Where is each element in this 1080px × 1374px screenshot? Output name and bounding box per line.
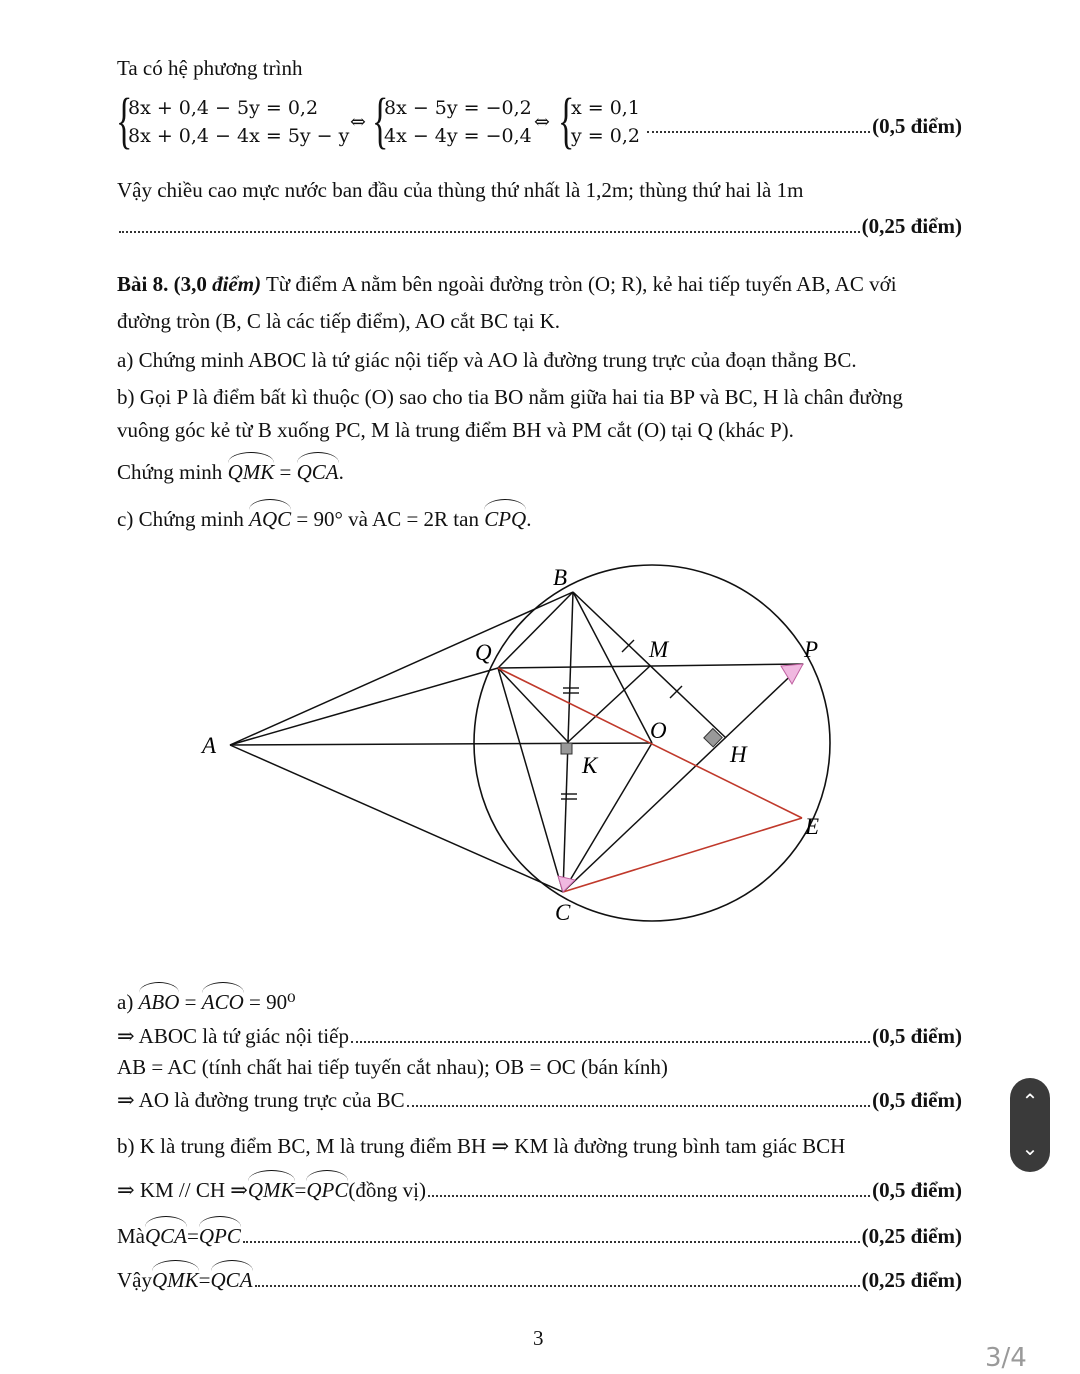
angle-arc: QMK	[227, 460, 275, 484]
label-p: P	[804, 637, 819, 662]
leader-dots	[351, 1041, 870, 1043]
equiv-1: ⇔	[350, 111, 366, 133]
problem-part-b-2: vuông góc kẻ từ B xuống PC, M là trung điểm BH và PM cắt (O) tại Q (khác P).	[117, 418, 794, 442]
segment-co	[563, 743, 652, 892]
label-e: E	[805, 814, 820, 839]
text: (đồng vị)	[348, 1178, 426, 1202]
points-badge: (0,25 điểm)	[861, 214, 962, 238]
angle-arc: CPQ	[484, 507, 527, 531]
leader-dots	[255, 1285, 860, 1287]
segment-pq	[498, 664, 803, 668]
system-1-eq-a: 8x + 0,4 − 5y = 0,2	[128, 97, 319, 119]
text: a)	[117, 990, 139, 1014]
text: ⇒ AO là đường trung trực của BC	[117, 1088, 405, 1112]
segment-bq	[498, 592, 573, 668]
angle-arc: AQC	[249, 507, 292, 531]
segment-ce	[563, 818, 802, 892]
problem-part-b-1: b) Gọi P là điểm bất kì thuộc (O) sao cho tia BO nằm giữa hai tia BP và BC, H là chân đường	[117, 385, 903, 409]
tangent-ab	[230, 592, 573, 745]
solution-b-4	[117, 1268, 962, 1293]
label-h: H	[730, 742, 747, 767]
problem-line-2: đường tròn (B, C là các tiếp điểm), AO cắt BC tại K.	[117, 309, 560, 333]
label-c: C	[555, 900, 571, 925]
text: =	[187, 1224, 199, 1248]
solution-b-2	[117, 1178, 962, 1203]
leader-dots	[428, 1195, 870, 1197]
text: =	[274, 460, 297, 484]
system-1-eq-b: 8x + 0,4 − 4x = 5y − y	[128, 125, 350, 147]
problem-label-em: điểm)	[212, 272, 262, 296]
intro-text: Ta có hệ phương trình	[117, 56, 303, 80]
system-3-eq-b: y = 0,2	[571, 125, 640, 147]
solution-a-3: AB = AC (tính chất hai tiếp tuyến cắt nhau); OB = OC (bán kính)	[117, 1055, 668, 1079]
angle-arc: QCA	[145, 1224, 187, 1248]
points-badge: (0,5 điểm)	[872, 1088, 962, 1112]
angle-arc: ACO	[201, 990, 244, 1014]
label-b: B	[553, 565, 568, 590]
leader-dots	[407, 1105, 870, 1107]
angle-arc: QCA	[210, 1268, 253, 1292]
text: =	[198, 1268, 211, 1292]
label-q: Q	[475, 640, 492, 665]
points-badge: (0,5 điểm)	[872, 1178, 962, 1202]
page-nav-control	[1010, 1078, 1050, 1172]
problem-text: Từ điểm A nằm bên ngoài đường tròn (O; R), kẻ hai tiếp tuyến AB, AC với	[261, 272, 897, 296]
text: c) Chứng minh	[117, 507, 250, 531]
text: ⇒ ABOC là tứ giác nội tiếp	[117, 1024, 349, 1048]
angle-arc: QPC	[198, 1224, 241, 1248]
label-k: K	[582, 753, 598, 778]
chevron-up-icon[interactable]: ⌃	[1021, 1089, 1039, 1113]
solution-a-1	[117, 990, 296, 1015]
text: .	[338, 460, 344, 484]
tick-mh	[670, 686, 682, 698]
page-number: 3	[533, 1326, 544, 1350]
text: Vậy	[117, 1268, 152, 1292]
segment-km	[568, 666, 650, 742]
segment-pc	[563, 664, 803, 892]
text: Mà	[117, 1224, 145, 1248]
points-badge: (0,25 điểm)	[861, 1268, 962, 1292]
solution-b-1: b) K là trung điểm BC, M là trung điểm BH ⇒ KM là đường trung bình tam giác BCH	[117, 1134, 846, 1158]
tick-bm	[622, 640, 634, 652]
leader-dots	[243, 1241, 860, 1243]
solution-b-3	[117, 1224, 962, 1249]
points-badge: (0,5 điểm)	[872, 1024, 962, 1048]
problem-part-a: a) Chứng minh ABOC là tứ giác nội tiếp và AO là đường trung trực của đoạn thẳng BC.	[117, 348, 857, 372]
angle-arc: QMK	[247, 1178, 295, 1202]
label-m: M	[649, 637, 669, 662]
text: .	[526, 507, 532, 531]
points-badge: (0,25 điểm)	[861, 1224, 962, 1248]
page-indicator: 3/4	[985, 1343, 1027, 1373]
line-ao	[230, 743, 652, 745]
brace-1: {	[116, 87, 133, 155]
label-o: O	[650, 718, 667, 743]
text: ⇒ KM // CH ⇒	[117, 1178, 248, 1202]
chevron-down-icon[interactable]: ⌄	[1021, 1136, 1039, 1160]
system-3-eq-a: x = 0,1	[571, 97, 640, 119]
angle-arc: QPC	[306, 1178, 349, 1202]
line-aq	[230, 668, 498, 745]
system-2-eq-a: 8x − 5y = −0,2	[384, 97, 532, 119]
conclusion-text: Vậy chiều cao mực nước ban đầu của thùng thứ nhất là 1,2m; thùng thứ hai là 1m	[117, 178, 804, 202]
angle-arc: ABO	[138, 990, 180, 1014]
text: = 90⁰	[243, 990, 296, 1014]
text: = 90° và AC = 2R tan	[291, 507, 485, 531]
solution-a-4	[117, 1088, 962, 1113]
brace-3: {	[558, 87, 575, 155]
angle-arc: QMK	[152, 1268, 199, 1292]
system-2-eq-b: 4x − 4y = −0,4	[384, 125, 532, 147]
text: Chứng minh	[117, 460, 228, 484]
points-badge: (0,5 điểm)	[872, 114, 962, 138]
text: =	[179, 990, 202, 1014]
label-a: A	[202, 733, 217, 758]
problem-label: Bài 8. (3,0	[117, 272, 213, 296]
equiv-2: ⇔	[534, 111, 550, 133]
right-angle-k	[561, 743, 572, 754]
text: =	[294, 1178, 307, 1202]
brace-2: {	[372, 87, 389, 155]
angle-arc: QCA	[296, 460, 339, 484]
solution-a-2	[117, 1024, 962, 1049]
tangent-ac	[230, 745, 563, 892]
